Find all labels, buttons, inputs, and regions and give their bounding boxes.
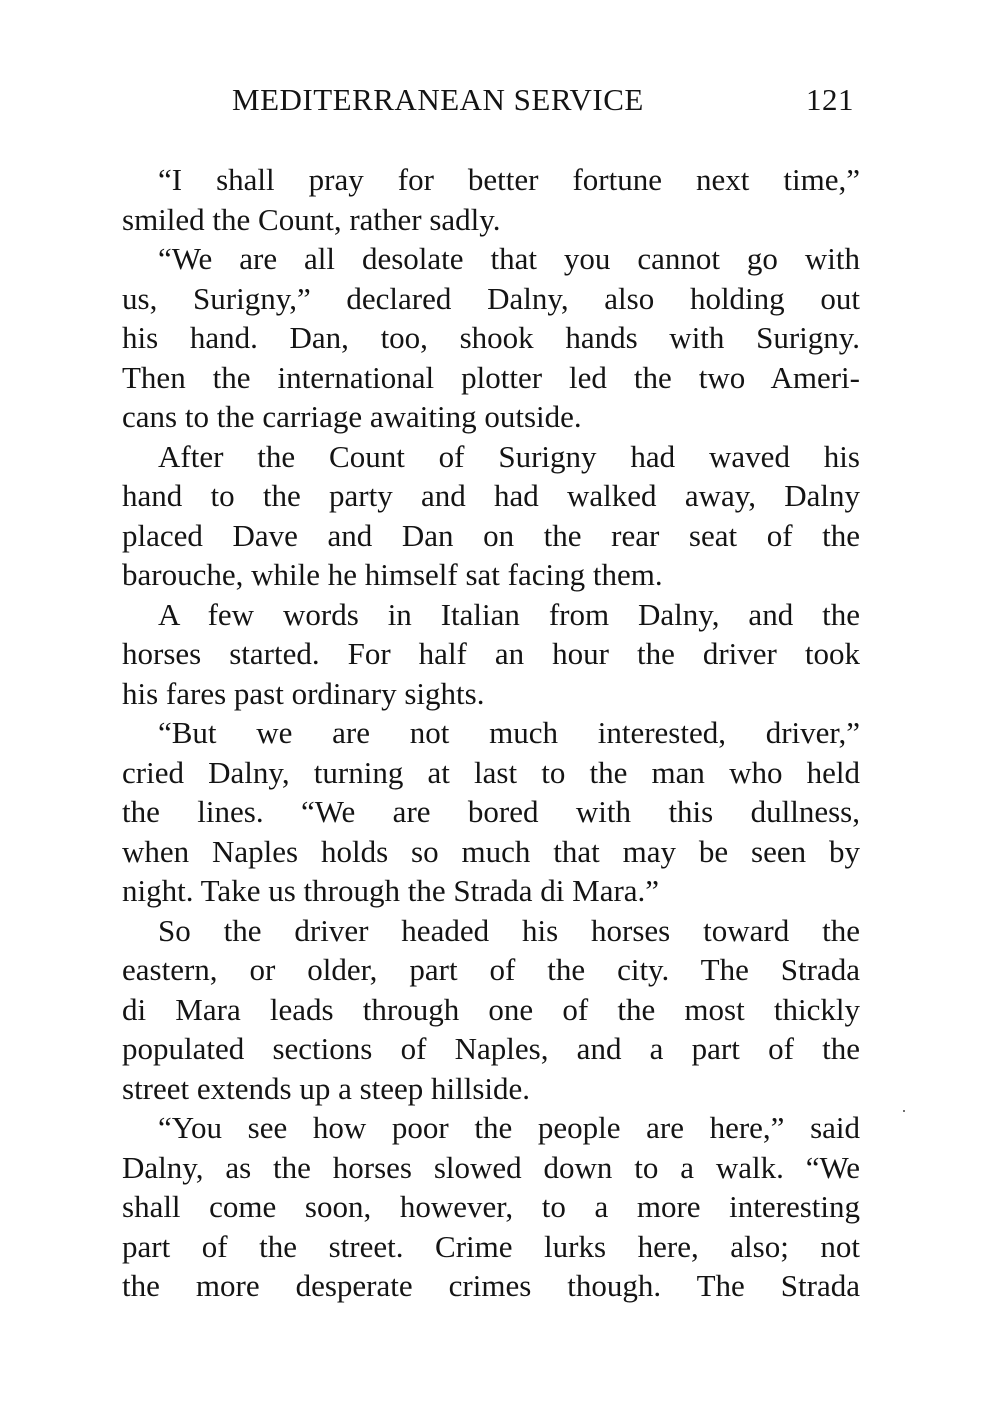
- text-line: smiled the Count, rather sadly.: [122, 201, 501, 237]
- text-line: After the Count of Surigny had waved his: [158, 438, 860, 474]
- text-line: the lines. “We are bored with this dullness,: [122, 794, 860, 829]
- text-line: “But we are not much interested, driver,”: [158, 715, 860, 750]
- text-line: when Naples holds so much that may be seen by: [122, 833, 860, 869]
- text-line: “We are all desolate that you cannot go with: [158, 241, 860, 276]
- text-line: So the driver headed his horses toward the: [158, 912, 860, 948]
- text-line: hand to the party and had walked away, Dalny: [122, 478, 860, 513]
- text-line: shall come soon, however, to a more interesting: [122, 1189, 860, 1224]
- running-head: [120, 78, 860, 122]
- body-text: [122, 160, 860, 1306]
- text-line: the more desperate crimes though. The Strada: [122, 1268, 860, 1303]
- text-line: populated sections of Naples, and a part of the: [122, 1031, 860, 1066]
- text-line: barouche, while he himself sat facing them.: [122, 557, 663, 592]
- text-line: his fares past ordinary sights.: [122, 675, 485, 711]
- text-line: us, Surigny,” declared Dalny, also holding out: [122, 280, 860, 316]
- text-line: placed Dave and Dan on the rear seat of the: [122, 517, 860, 553]
- text-line: “I shall pray for better fortune next time,”: [158, 162, 860, 197]
- text-line: his hand. Dan, too, shook hands with Surigny.: [122, 320, 860, 355]
- text-line: night. Take us through the Strada di Mara.”: [122, 873, 660, 908]
- text-line: “You see how poor the people are here,” said: [158, 1110, 860, 1145]
- text-line: part of the street. Crime lurks here, also; not: [122, 1228, 860, 1264]
- text-line: cans to the carriage awaiting outside.: [122, 399, 582, 434]
- text-line: Then the international plotter led the two Ameri-: [122, 359, 860, 395]
- text-line: cried Dalny, turning at last to the man who held: [122, 754, 860, 790]
- text-line: di Mara leads through one of the most thickly: [122, 991, 860, 1027]
- chapter-title: MEDITERRANEAN SERVICE: [232, 82, 644, 117]
- text-line: A few words in Italian from Dalny, and the: [158, 596, 860, 632]
- text-line: Dalny, as the horses slowed down to a walk. “We: [122, 1149, 860, 1185]
- text-line: horses started. For half an hour the driver took: [122, 636, 860, 671]
- page-number: 121: [806, 82, 854, 117]
- text-line: street extends up a steep hillside.: [122, 1070, 531, 1106]
- paper-speck: [903, 1110, 905, 1112]
- text-line: eastern, or older, part of the city. The Strada: [122, 952, 860, 987]
